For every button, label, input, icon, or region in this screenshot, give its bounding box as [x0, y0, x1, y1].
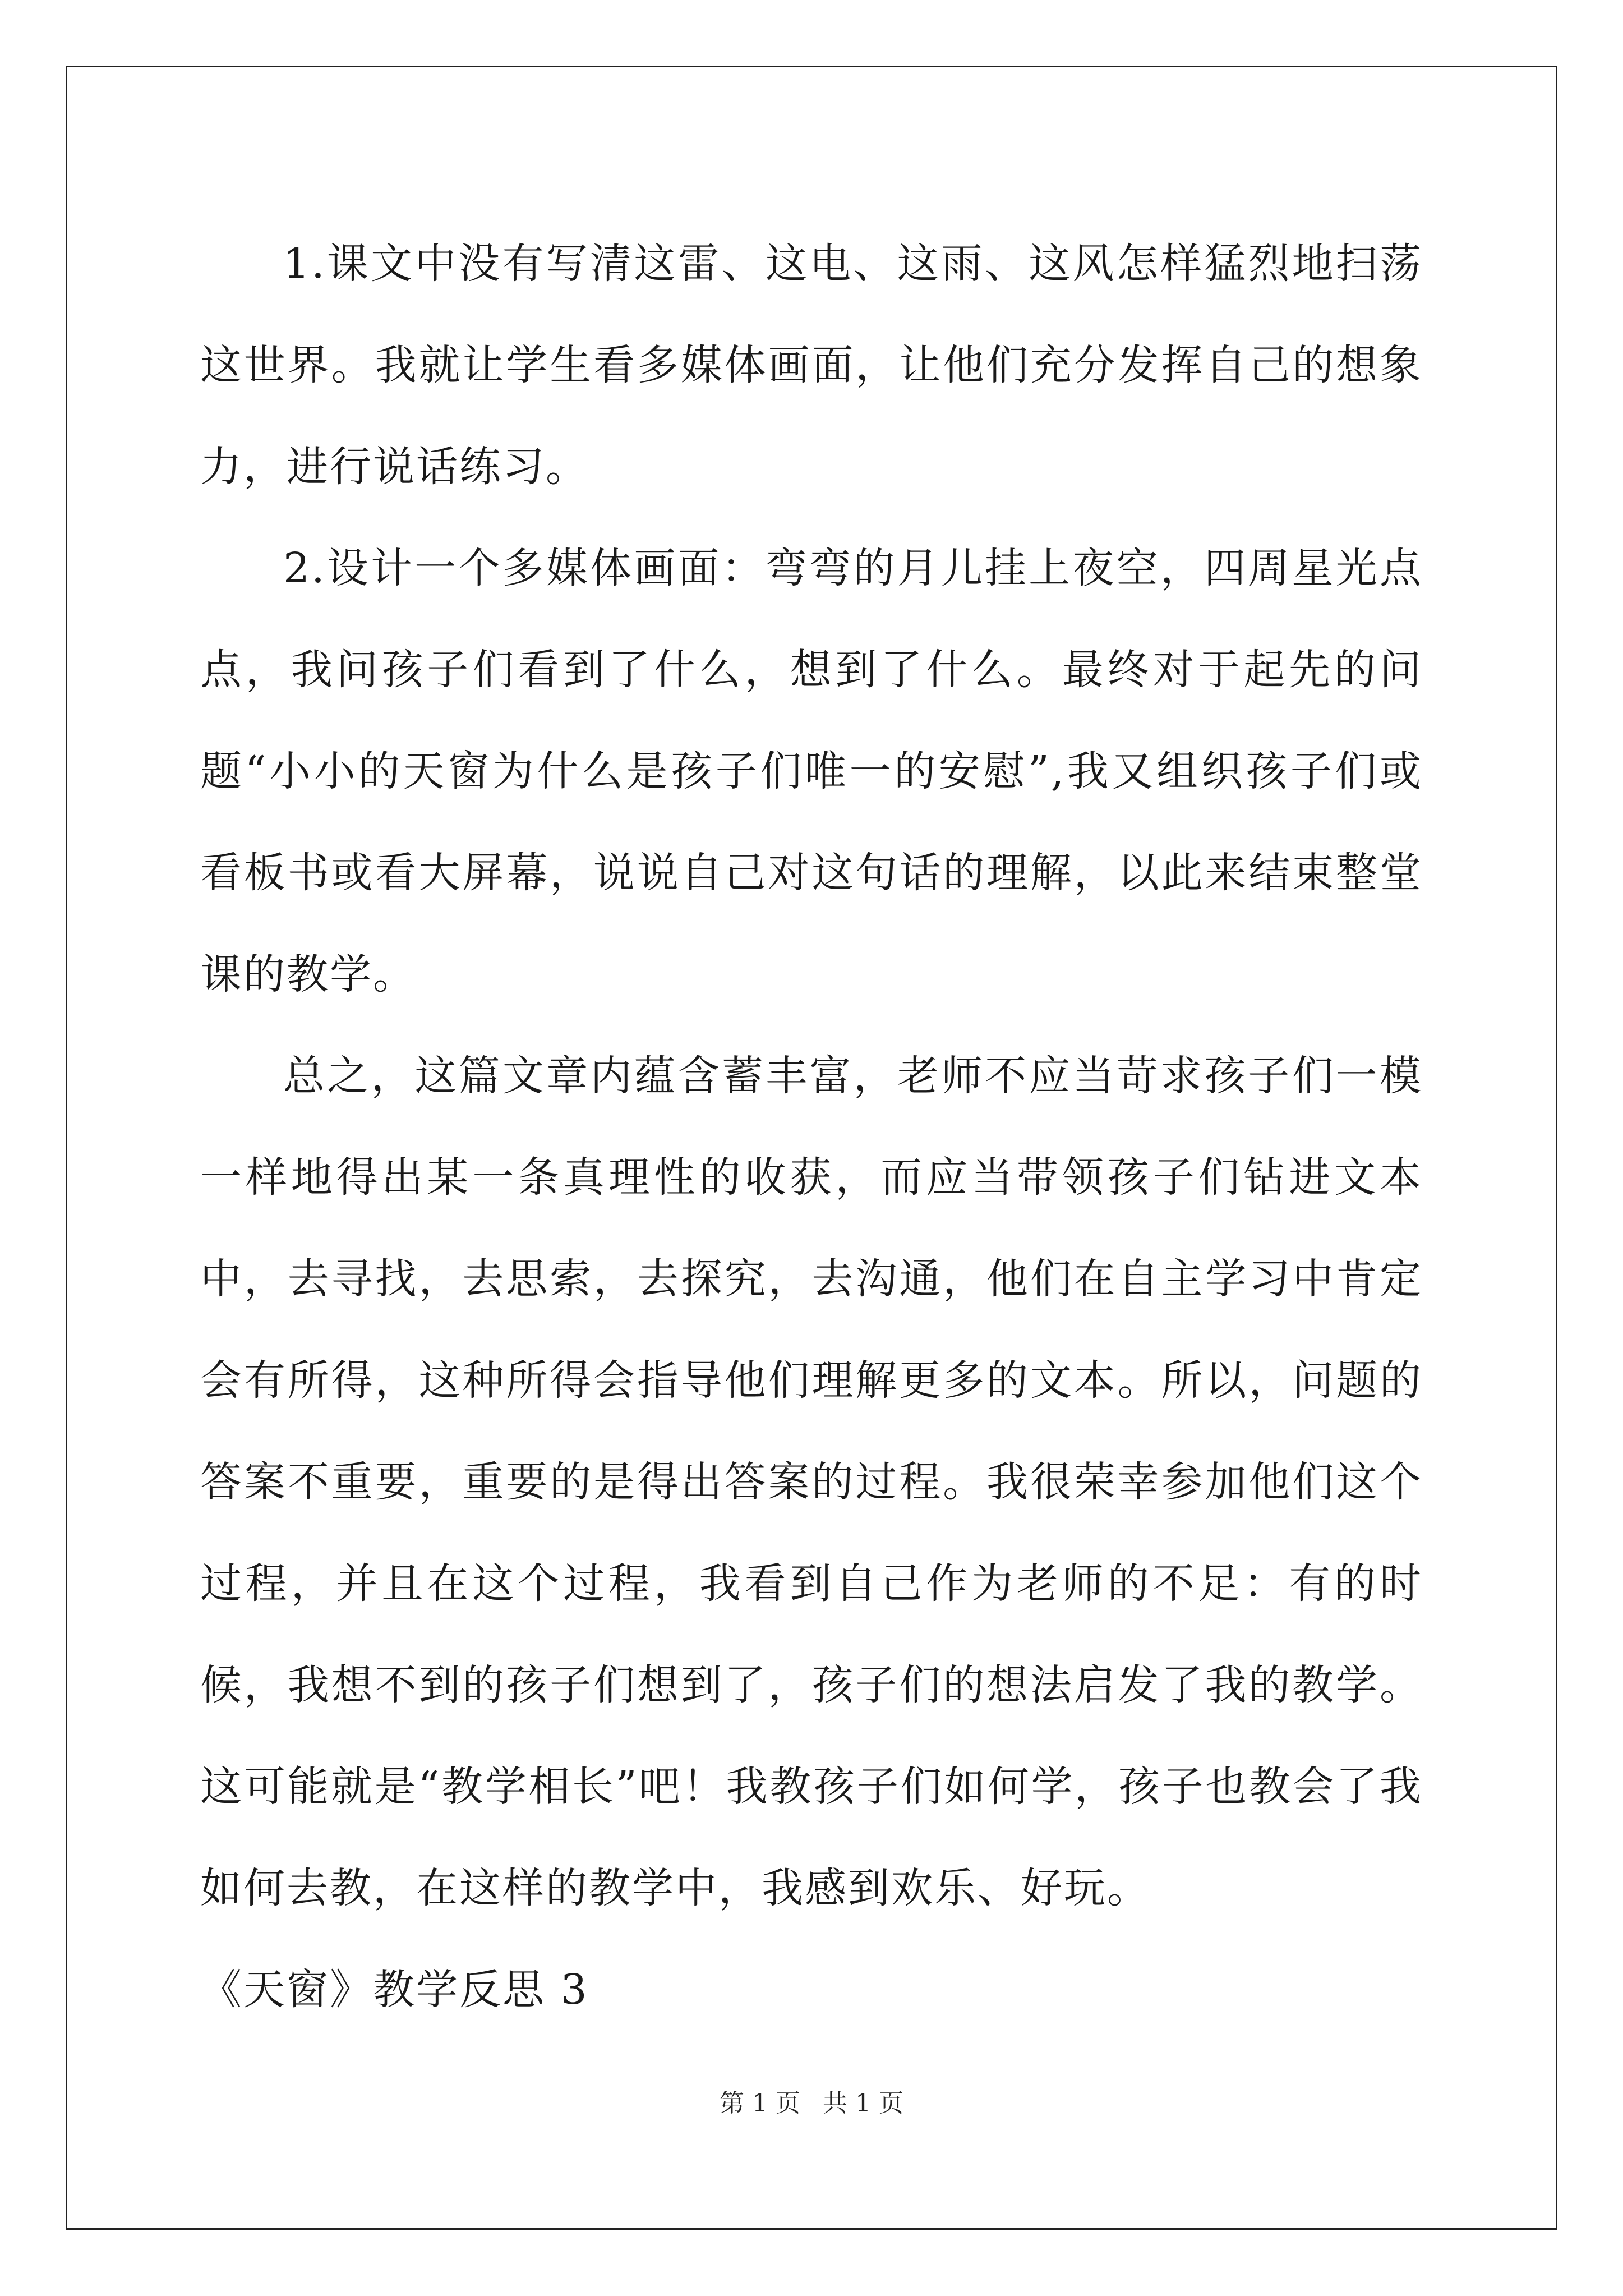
paragraph-2: 2.设计一个多媒体画面：弯弯的月儿挂上夜空，四周星光点点，我问孩子们看到了什么，想到了什么。最终对于起先的问题“小小的天窗为什么是孩子们唯一的安慰”,我又组织孩子们或看板书或看大屏幕，说说自己对这句话的理解，以此来结束整堂课的教学。 [200, 544, 1423, 999]
paragraph-1: 1.课文中没有写清这雷、这电、这雨、这风怎样猛烈地扫荡这世界。我就让学生看多媒体画面，让他们充分发挥自己的想象力，进行说话练习。 [200, 240, 1423, 491]
paragraph-3: 总之，这篇文章内蕴含蓄丰富，老师不应当苛求孩子们一模一样地得出某一条真理性的收获，而应当带领孩子们钻进文本中，去寻找，去思索，去探究，去沟通，他们在自主学习中肯定会有所得，这种所得会指导他们理解更多的文本。所以，问题的答案不重要，重要的是得出答案的过程。我很荣幸参加他们这个过程，并且在这个过程，我看到自己作为老师的不足：有的时候，我想不到的孩子们想到了，孩子们的想法启发了我的教学。这可能就是“教学相长”吧！我教孩子们如何学，孩子也教会了我如何去教，在这样的教学中，我感到欢乐、好玩。 [200, 1052, 1423, 1912]
page-footer [0, 2087, 1623, 2120]
document-body [200, 213, 1423, 2041]
page-number: 第 1 页 [720, 2089, 800, 2118]
page-total: 共 1 页 [823, 2089, 903, 2118]
section-heading: 《天窗》教学反思 3 [200, 1966, 589, 2014]
